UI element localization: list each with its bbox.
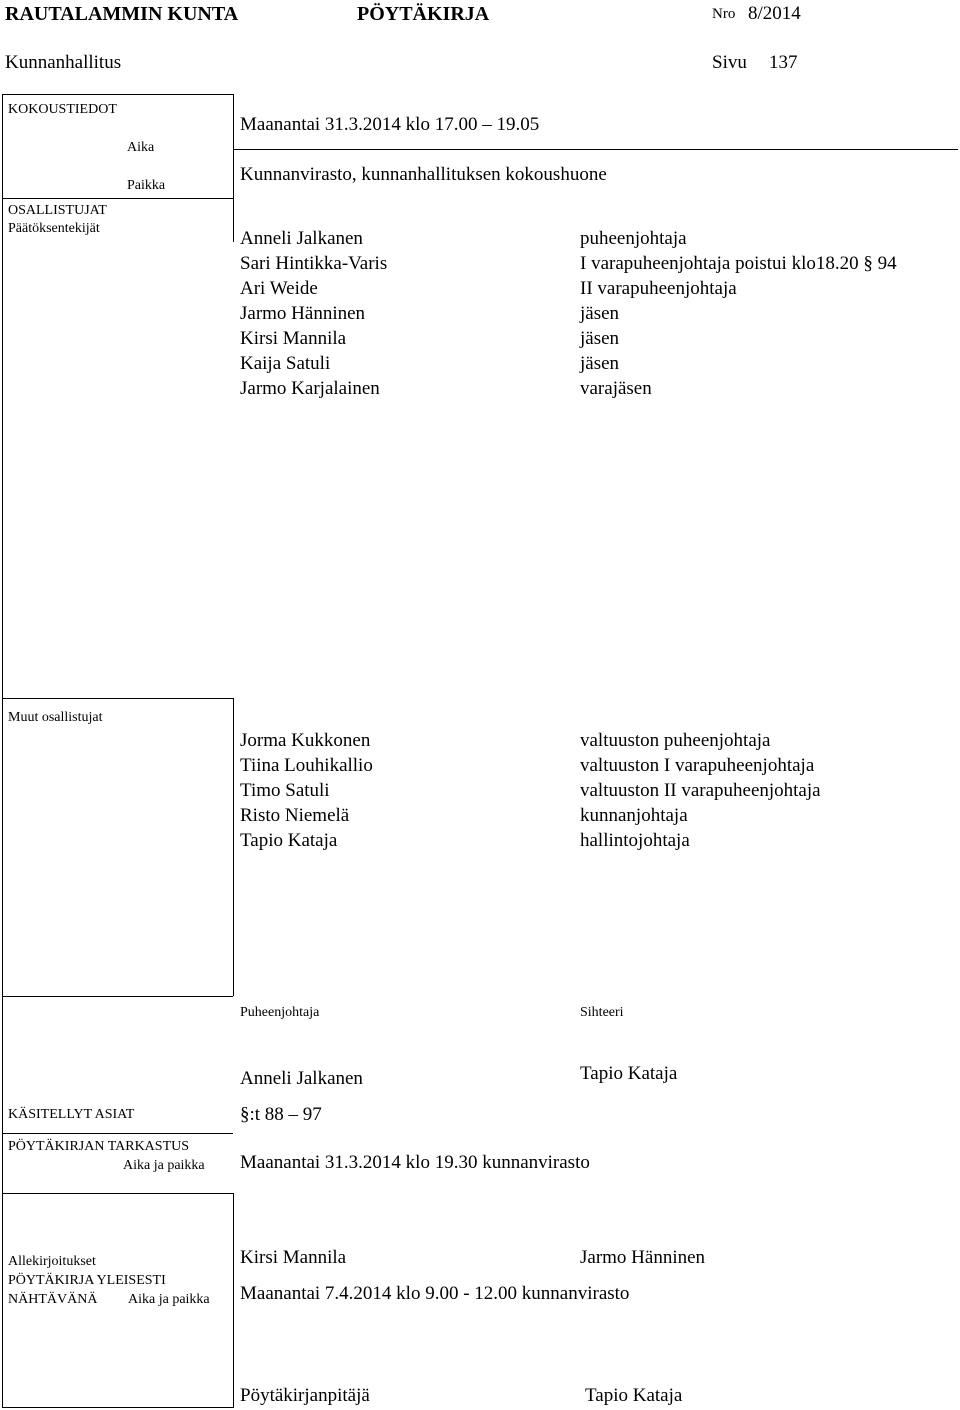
- signer-1: Kirsi Mannila: [240, 1247, 347, 1268]
- bottom-border: [2, 1407, 233, 1408]
- person-name: Kirsi Mannila: [240, 328, 347, 349]
- person-name: Sari Hintikka-Varis: [240, 253, 388, 274]
- signers-label: Allekirjoitukset: [8, 1254, 96, 1269]
- person-name: Kaija Satuli: [240, 353, 331, 374]
- person-name: Jorma Kukkonen: [240, 730, 371, 751]
- person-role: I varapuheenjohtaja poistui klo18.20 § 94: [580, 253, 897, 274]
- section-divider-review: [2, 1133, 233, 1134]
- document-number: 8/2014: [748, 3, 801, 24]
- section-divider-others: [2, 698, 233, 699]
- person-role: II varapuheenjohtaja: [580, 278, 737, 299]
- meeting-place: Kunnanvirasto, kunnanhallituksen kokoushuone: [240, 164, 607, 185]
- handled-items-label: KÄSITELLYT ASIAT: [8, 1107, 135, 1122]
- person-role: valtuuston puheenjohtaja: [580, 730, 771, 751]
- person-name: Jarmo Karjalainen: [240, 378, 380, 399]
- signer-2: Jarmo Hänninen: [580, 1247, 706, 1268]
- minutes-keeper-name: Tapio Kataja: [585, 1385, 683, 1406]
- person-role: jäsen: [580, 328, 620, 349]
- section-divider-meeting: [2, 198, 233, 199]
- person-role: jäsen: [580, 353, 620, 374]
- top-border: [2, 94, 233, 95]
- participants-section-label: OSALLISTUJAT: [8, 203, 107, 218]
- public-display-value: Maanantai 7.4.2014 klo 9.00 - 12.00 kunnanvirasto: [240, 1283, 630, 1304]
- person-role: hallintojohtaja: [580, 830, 690, 851]
- column-divider-3: [233, 1193, 234, 1408]
- person-name: Ari Weide: [240, 278, 318, 299]
- time-underline: [234, 149, 958, 150]
- organ-name: Kunnanhallitus: [5, 52, 122, 73]
- person-role: kunnanjohtaja: [580, 805, 688, 826]
- secretary-label: Sihteeri: [580, 1005, 624, 1020]
- document-type: PÖYTÄKIRJA: [357, 3, 490, 25]
- person-name: Timo Satuli: [240, 780, 330, 801]
- person-name: Jarmo Hänninen: [240, 303, 366, 324]
- person-name: Risto Niemelä: [240, 805, 350, 826]
- review-value: Maanantai 31.3.2014 klo 19.30 kunnanvirasto: [240, 1152, 590, 1173]
- number-label: Nro: [712, 6, 736, 22]
- person-name: Tiina Louhikallio: [240, 755, 373, 776]
- person-role: valtuuston II varapuheenjohtaja: [580, 780, 821, 801]
- place-label: Paikka: [127, 178, 166, 193]
- others-section-label: Muut osallistujat: [8, 710, 103, 725]
- person-role: varajäsen: [580, 378, 652, 399]
- person-role: puheenjohtaja: [580, 228, 687, 249]
- person-role: valtuuston I varapuheenjohtaja: [580, 755, 815, 776]
- municipality-name: RAUTALAMMIN KUNTA: [5, 3, 239, 25]
- decision-makers-label: Päätöksentekijät: [8, 221, 100, 236]
- section-divider-signatures: [2, 996, 233, 997]
- column-divider-1: [233, 94, 234, 242]
- person-name: Anneli Jalkanen: [240, 228, 363, 249]
- public-display-label-2: NÄHTÄVÄNÄ: [8, 1292, 98, 1307]
- time-label: Aika: [127, 140, 155, 155]
- person-name: Tapio Kataja: [240, 830, 338, 851]
- section-divider-signers: [2, 1193, 233, 1194]
- meeting-time: Maanantai 31.3.2014 klo 17.00 – 19.05: [240, 114, 540, 135]
- public-time-place-label: Aika ja paikka: [128, 1292, 210, 1307]
- review-time-place-label: Aika ja paikka: [123, 1158, 205, 1173]
- left-border: [2, 94, 3, 1408]
- chair-label: Puheenjohtaja: [240, 1005, 320, 1020]
- page-label: Sivu: [712, 52, 747, 73]
- public-display-label-1: PÖYTÄKIRJA YLEISESTI: [8, 1273, 166, 1288]
- handled-items-value: §:t 88 – 97: [240, 1104, 322, 1125]
- review-label: PÖYTÄKIRJAN TARKASTUS: [8, 1139, 190, 1154]
- minutes-keeper-label: Pöytäkirjanpitäjä: [240, 1385, 370, 1406]
- page-number: 137: [769, 52, 798, 73]
- meeting-section-label: KOKOUSTIEDOT: [8, 102, 117, 117]
- column-divider-2: [233, 698, 234, 996]
- person-role: jäsen: [580, 303, 620, 324]
- secretary-name: Tapio Kataja: [580, 1063, 678, 1084]
- chair-name: Anneli Jalkanen: [240, 1068, 363, 1089]
